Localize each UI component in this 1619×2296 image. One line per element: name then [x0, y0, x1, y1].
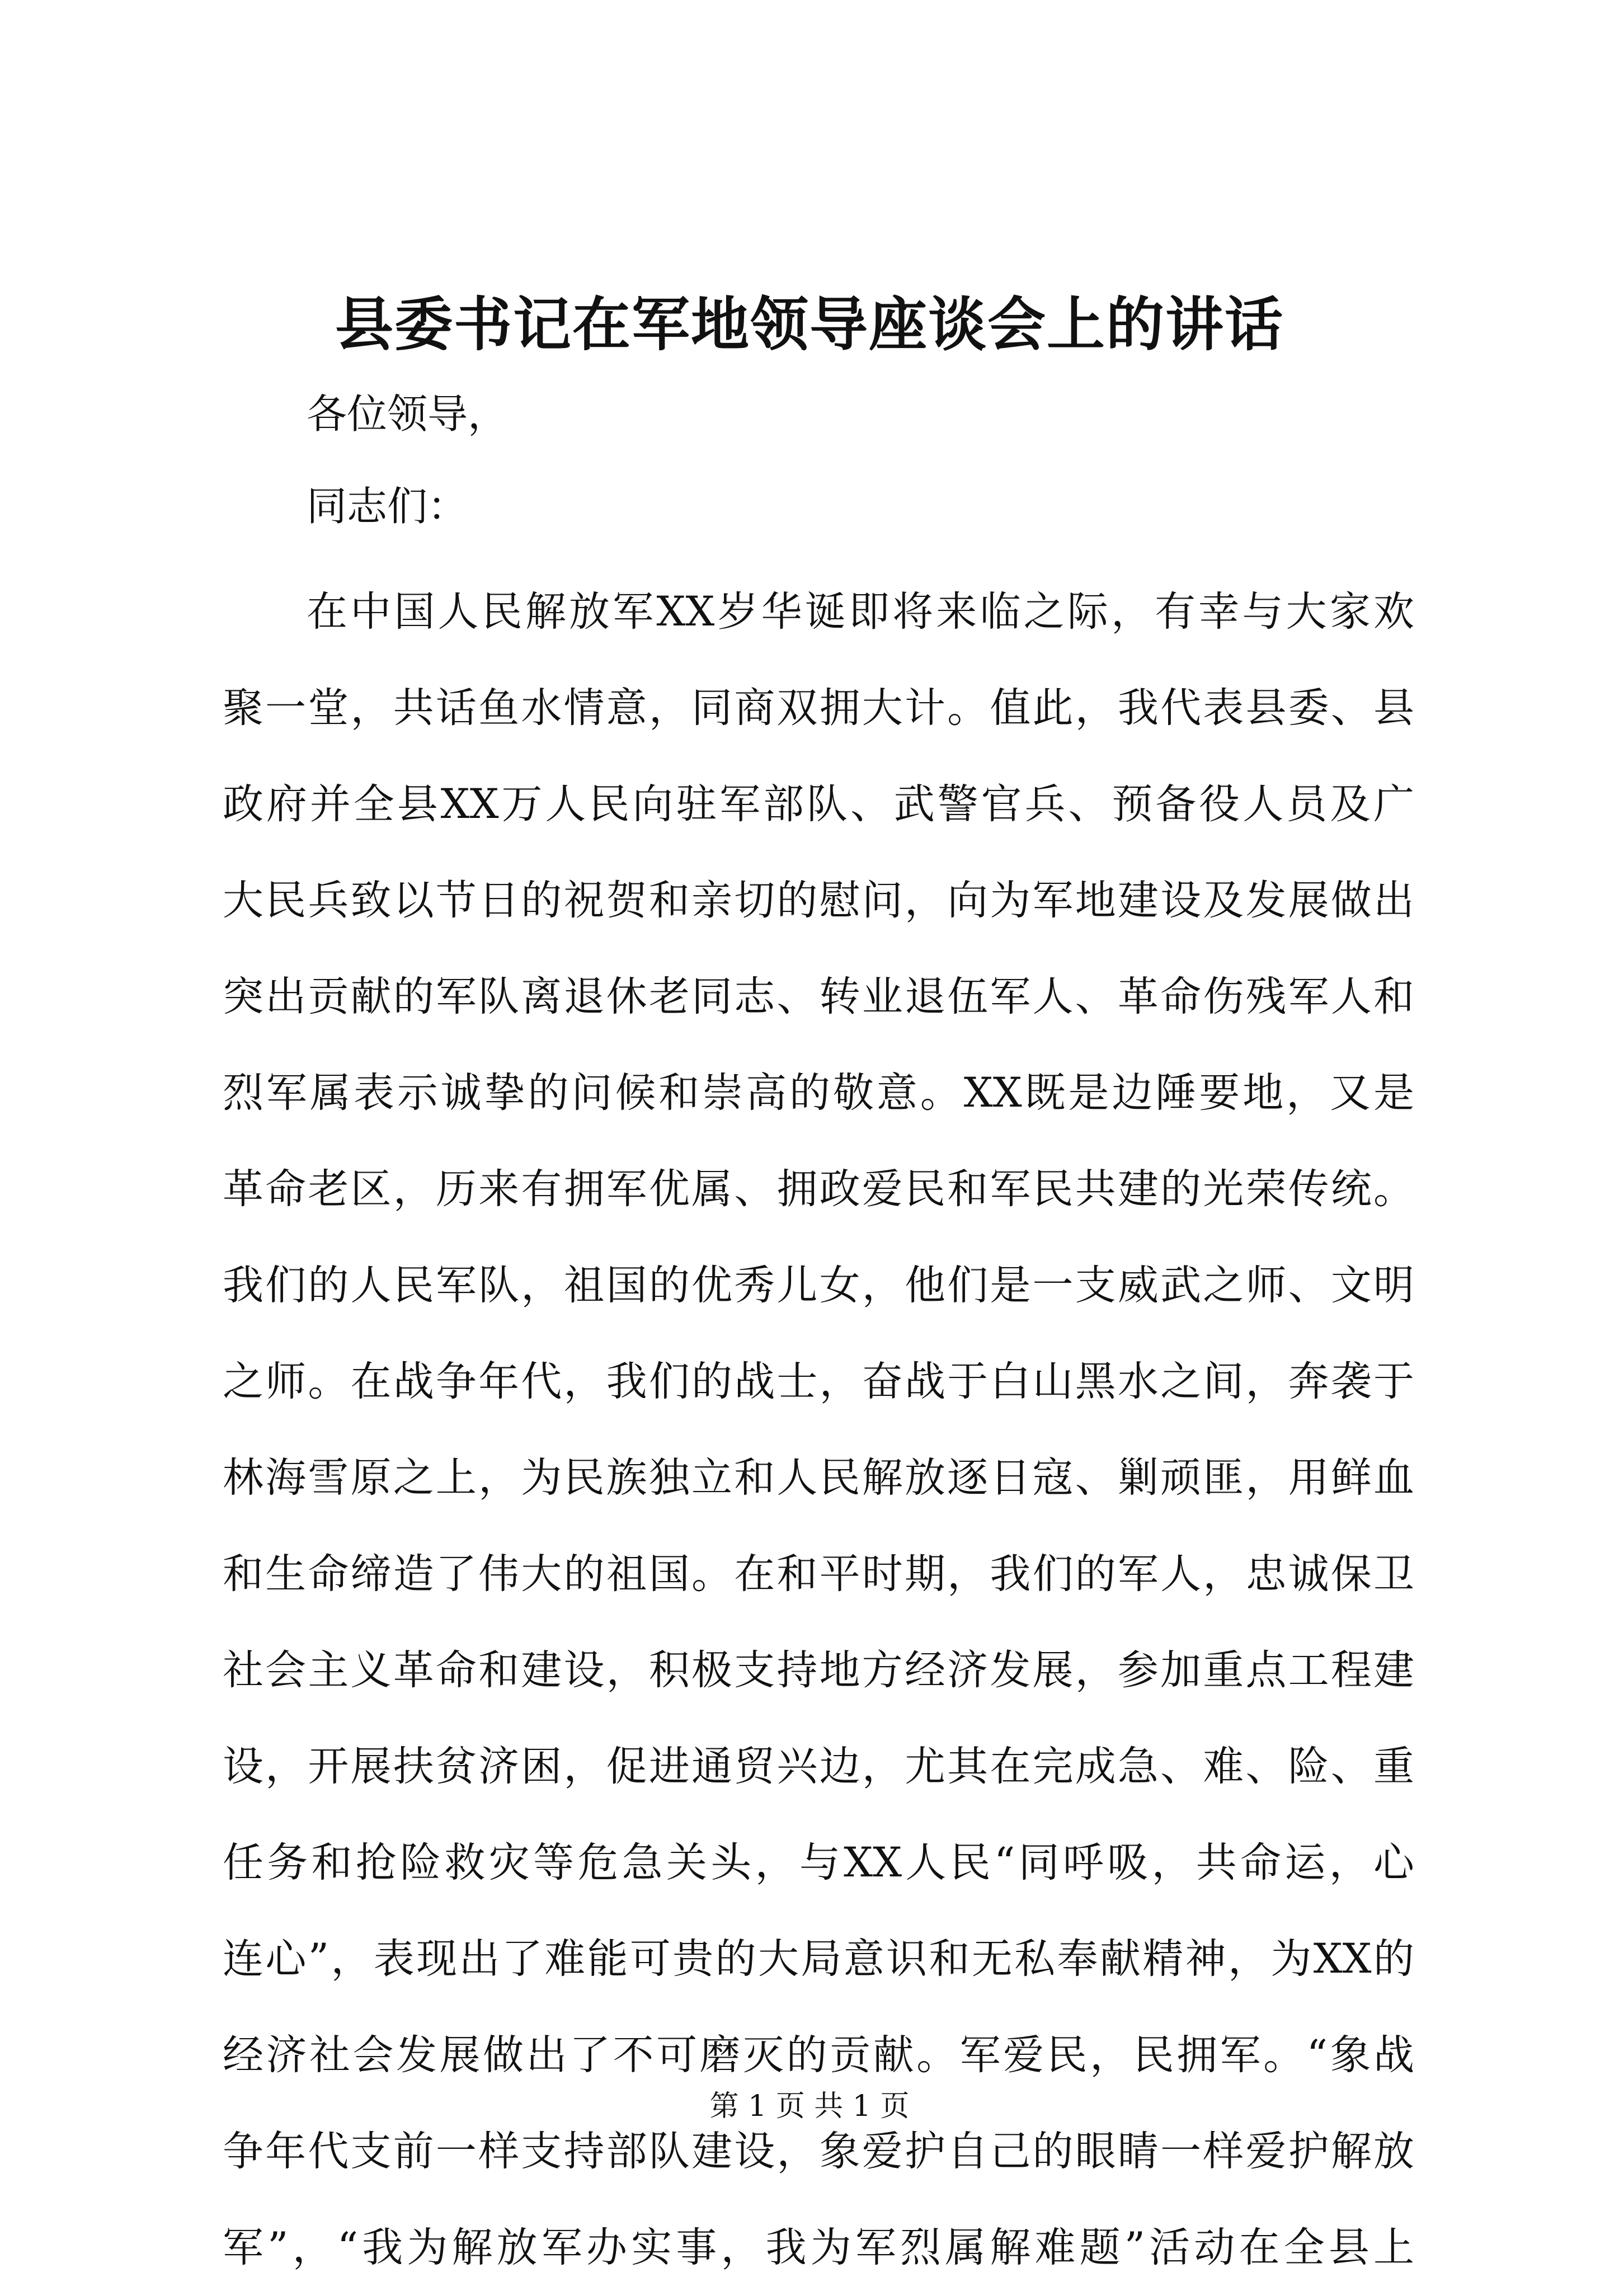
paragraph-line: 林海雪原之上，为民族独立和人民解放逐日寇、剿顽匪，用鲜血: [223, 1454, 1414, 1502]
paragraph-line: 军”，“我为解放军办实事，我为军烈属解难题”活动在全县上: [223, 2224, 1414, 2271]
paragraph-line: 设，开展扶贫济困，促进通贸兴边，尤其在完成急、难、险、重: [223, 1743, 1414, 1790]
paragraph-line: 大民兵致以节日的祝贺和亲切的慰问，向为军地建设及发展做出: [223, 877, 1414, 924]
paragraph-line: 任务和抢险救灾等危急关头，与XX人民“同呼吸，共命运，心: [223, 1839, 1414, 1886]
paragraph-line: 革命老区，历来有拥军优属、拥政爱民和军民共建的光荣传统。: [223, 1165, 1414, 1213]
paragraph-line: 在中国人民解放军XX岁华诞即将来临之际，有幸与大家欢: [307, 588, 1414, 636]
paragraph-line: 社会主义革命和建设，积极支持地方经济发展，参加重点工程建: [223, 1646, 1414, 1694]
speech-body: [223, 564, 1414, 2296]
paragraph-line: 政府并全县XX万人民向驻军部队、武警官兵、预备役人员及广: [223, 780, 1414, 828]
paragraph-line: 我们的人民军队，祖国的优秀儿女，他们是一支威武之师、文明: [223, 1262, 1414, 1309]
paragraph-line: 之师。在战争年代，我们的战士，奋战于白山黑水之间，奔袭于: [223, 1358, 1414, 1405]
paragraph-line: 经济社会发展做出了不可磨灭的贡献。军爱民，民拥军。“象战: [223, 2031, 1414, 2079]
paragraph-line: 和生命缔造了伟大的祖国。在和平时期，我们的军人，忠诚保卫: [223, 1550, 1414, 1598]
paragraph-line: 突出贡献的军队离退休老同志、转业退伍军人、革命伤残军人和: [223, 973, 1414, 1020]
document-title: 县委书记在军地领导座谈会上的讲话: [335, 290, 1284, 359]
salutation-comrades: 同志们：: [307, 483, 468, 530]
paragraph-line: 聚一堂，共话鱼水情意，同商双拥大计。值此，我代表县委、县: [223, 684, 1414, 732]
page-number-footer: 第 1 页 共 1 页: [709, 2090, 910, 2123]
paragraph-line: 连心”，表现出了难能可贵的大局意识和无私奉献精神，为XX的: [223, 1935, 1414, 1983]
salutation-leaders: 各位领导，: [307, 390, 509, 437]
paragraph-line: 烈军属表示诚挚的问候和崇高的敬意。XX既是边陲要地，又是: [223, 1069, 1414, 1117]
paragraph-line: 争年代支前一样支持部队建设，象爱护自己的眼睛一样爱护解放: [223, 2128, 1414, 2175]
